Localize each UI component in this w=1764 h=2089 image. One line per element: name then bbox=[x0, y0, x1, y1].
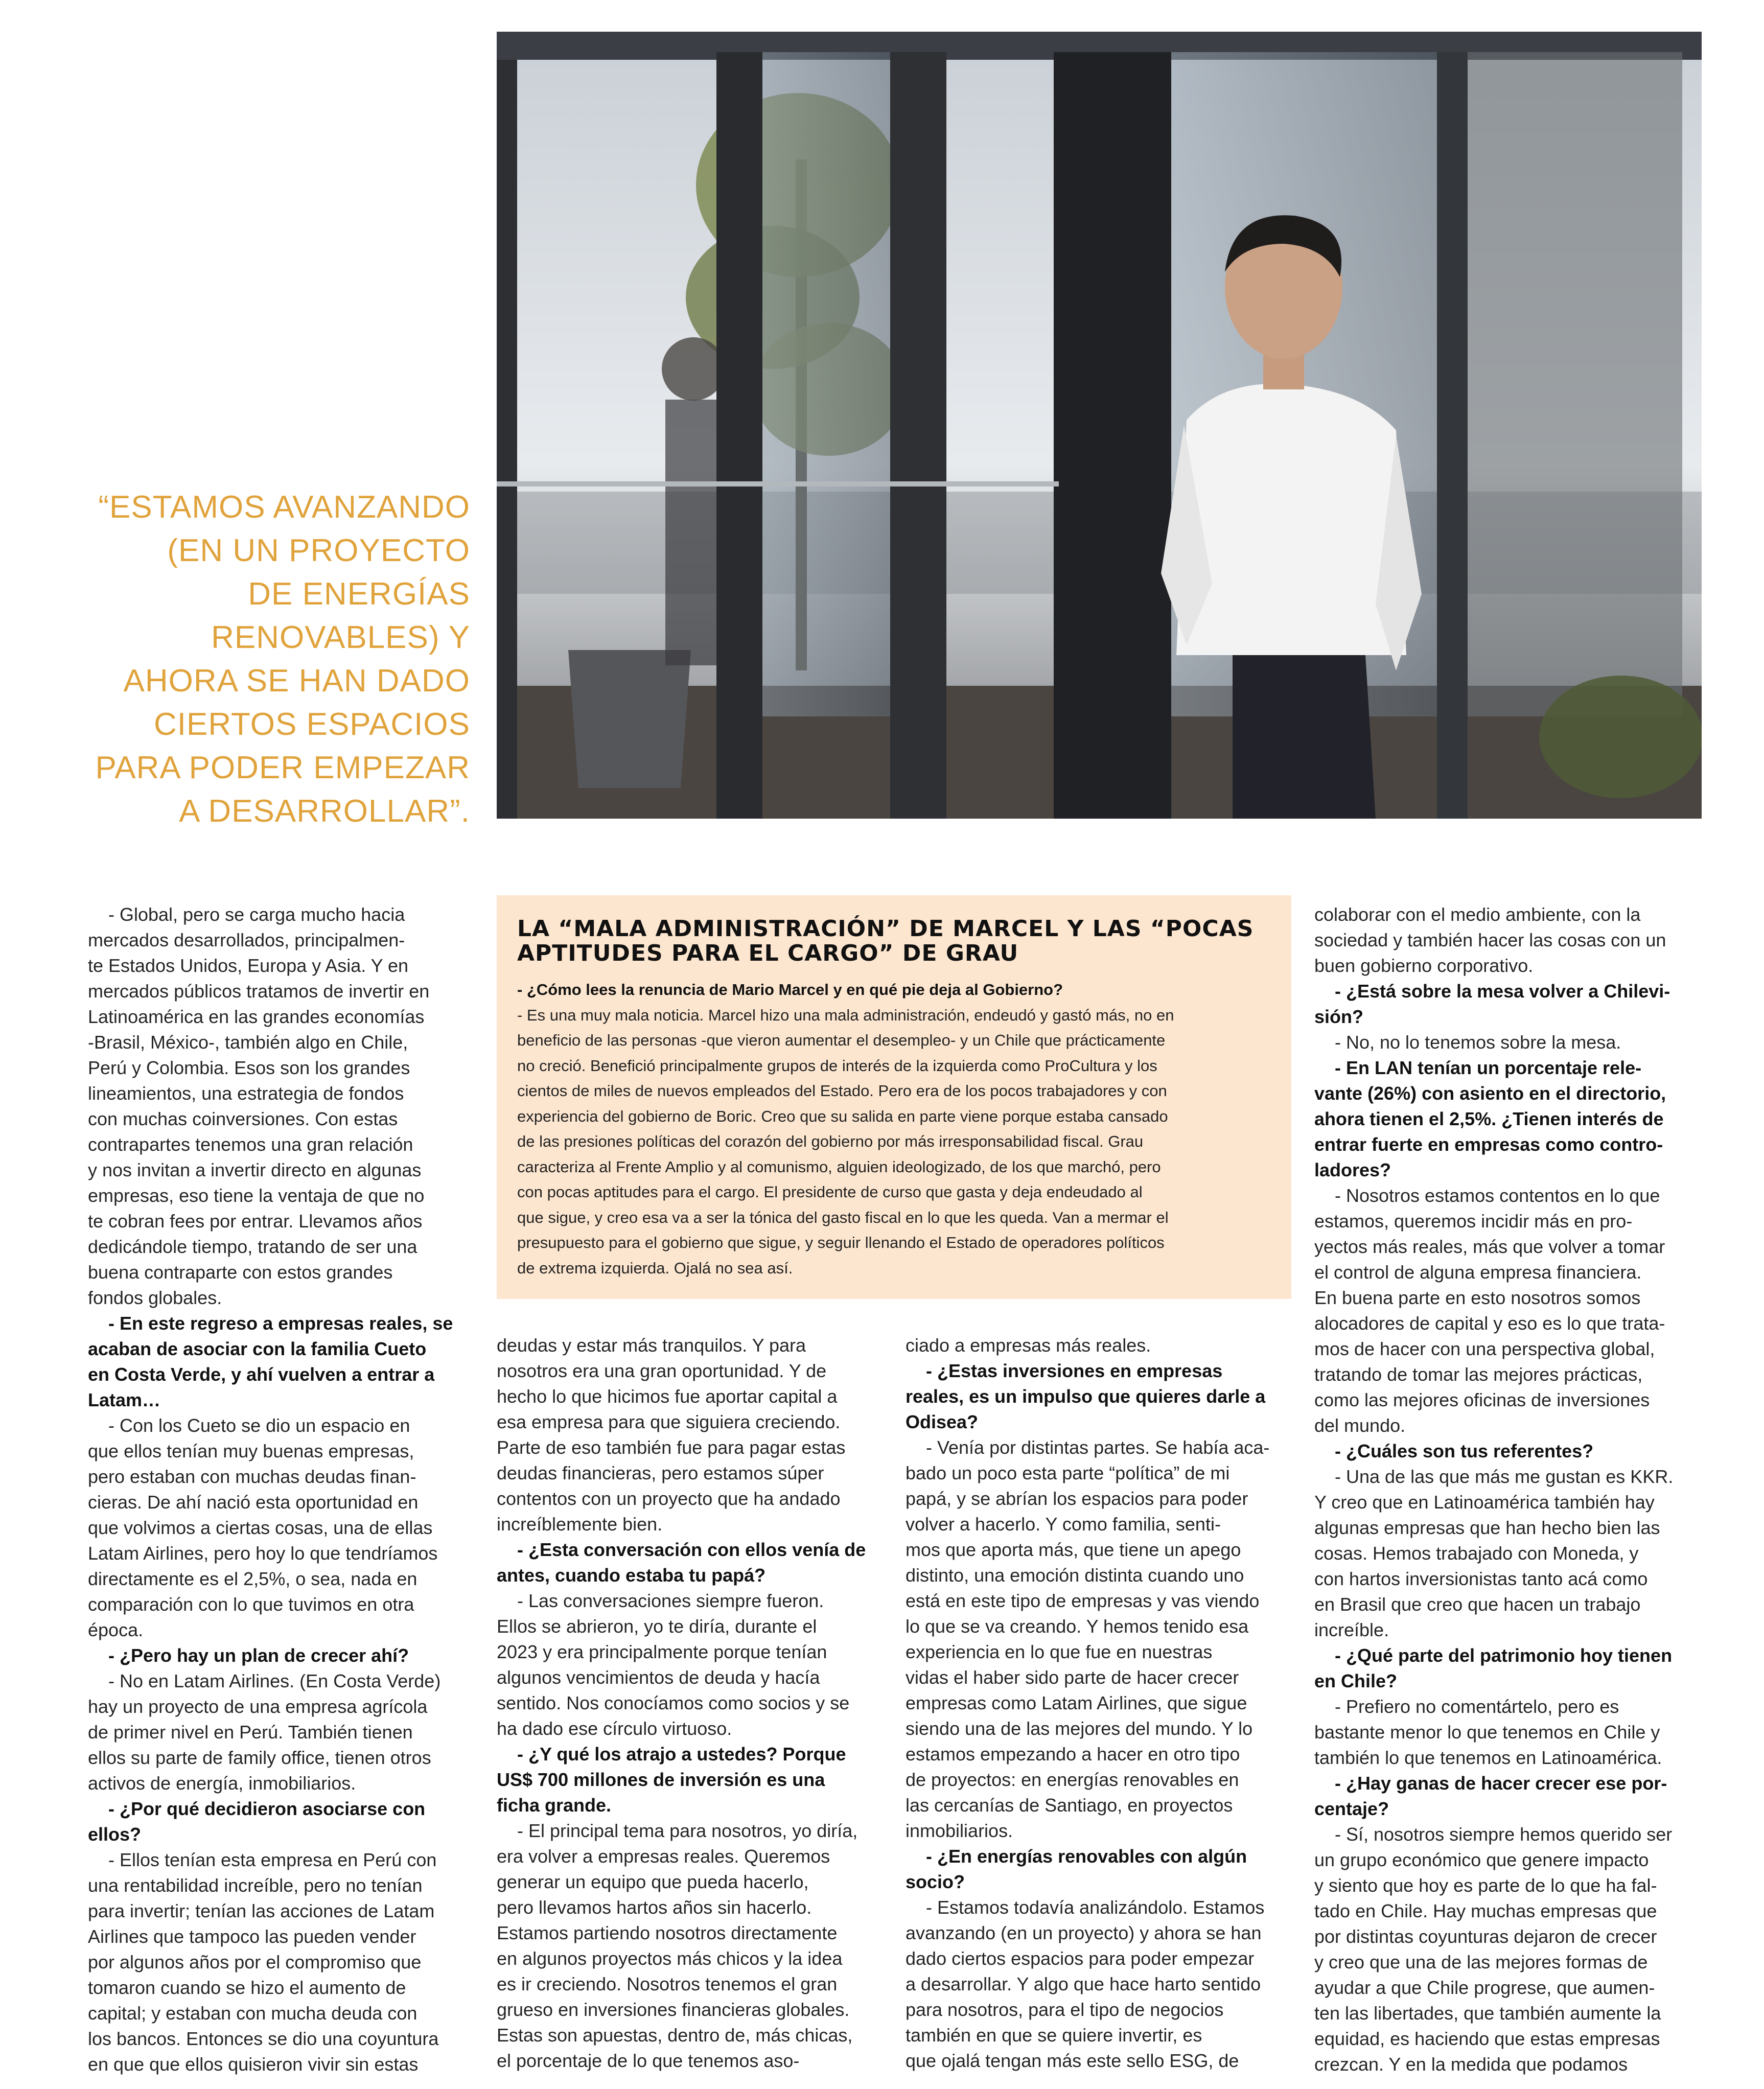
text-line: cieras. De ahí nació esta oportunidad en bbox=[88, 1492, 419, 1513]
question-line: - ¿Cuáles son tus referentes? bbox=[1335, 1441, 1594, 1461]
text-line: Airlines que tampoco las pueden vender bbox=[88, 1926, 416, 1947]
text-line: experiencia en lo que fue en nuestras bbox=[906, 1641, 1213, 1662]
question-line: - ¿Hay ganas de hacer crecer ese por- bbox=[1335, 1773, 1667, 1794]
question-line: - ¿Esta conversación con ellos venía de bbox=[517, 1539, 866, 1560]
text-line: Perú y Colombia. Esos son los grandes bbox=[88, 1057, 410, 1078]
pull-quote-line: (EN UN PROYECTO bbox=[167, 533, 470, 568]
text-line: sociedad y también hacer las cosas con un bbox=[1314, 930, 1666, 950]
question-line: acaban de asociar con la familia Cueto bbox=[88, 1338, 427, 1359]
text-line: increíble. bbox=[1314, 1619, 1389, 1640]
text-line: cosas. Hemos trabajado con Moneda, y bbox=[1314, 1543, 1639, 1564]
pull-quote bbox=[56, 485, 470, 833]
text-line: mercados desarrollados, principalmen- bbox=[88, 930, 405, 950]
text-line: los bancos. Entonces se dio una coyuntura bbox=[88, 2028, 439, 2049]
text-line: y nos invitan a invertir directo en algunas bbox=[88, 1159, 422, 1180]
question-line: - En LAN tenían un porcentaje rele- bbox=[1335, 1057, 1642, 1078]
text-line: buena contraparte con estos grandes bbox=[88, 1262, 393, 1283]
text-line: en Brasil que creo que hacen un trabajo bbox=[1314, 1594, 1641, 1615]
text-line: comparación con lo que tuvimos en otra bbox=[88, 1594, 414, 1615]
sidebar-answer-line: de las presiones políticas del corazón del gobierno por más irresponsabilidad fiscal. Grau bbox=[517, 1132, 1144, 1150]
text-line: empresas como Latam Airlines, que sigue bbox=[906, 1692, 1247, 1713]
text-line: ciado a empresas más reales. bbox=[906, 1335, 1151, 1356]
text-line: fondos globales. bbox=[88, 1287, 222, 1308]
question-line: US$ 700 millones de inversión es una bbox=[497, 1769, 825, 1790]
question-line: Odisea? bbox=[906, 1411, 979, 1432]
text-line: - El principal tema para nosotros, yo diría, bbox=[517, 1820, 858, 1841]
hero-photo bbox=[497, 32, 1702, 819]
text-line: alocadores de capital y eso es lo que trata- bbox=[1314, 1313, 1665, 1334]
text-line: - No, no lo tenemos sobre la mesa. bbox=[1335, 1032, 1621, 1053]
text-line: esa empresa para que siguiera creciendo. bbox=[497, 1411, 841, 1432]
text-line: te cobran fees por entrar. Llevamos años bbox=[88, 1211, 423, 1232]
text-line: y siento que hoy es parte de lo que ha fal- bbox=[1314, 1875, 1657, 1896]
text-line: mercados públicos tratamos de invertir en bbox=[88, 981, 430, 1002]
text-line: empresas, eso tiene la ventaja de que no bbox=[88, 1185, 425, 1206]
text-line: por distintas coyunturas dejaron de crecer bbox=[1314, 1926, 1657, 1947]
sidebar-answer-line: caracteriza al Frente Amplio y al comunismo, alguien ideologizado, de los que marchó, pero bbox=[517, 1157, 1161, 1176]
text-line: de proyectos: en energías renovables en bbox=[906, 1769, 1239, 1790]
sidebar-answer-line: que sigue, y creo esa va a ser la tónica del gasto fiscal en lo que les queda. Van a mermar el bbox=[517, 1208, 1169, 1226]
text-line: que volvimos a ciertas cosas, una de ellas bbox=[88, 1517, 433, 1538]
text-line: equidad, es haciendo que estas empresas bbox=[1314, 2028, 1660, 2049]
text-line: mos que aporta más, que tiene un apego bbox=[906, 1539, 1241, 1560]
text-line: con muchas coinversiones. Con estas bbox=[88, 1108, 398, 1129]
sidebar-answer-line: experiencia del gobierno de Boric. Creo que su salida en parte viene porque estaba cansado bbox=[517, 1107, 1168, 1125]
text-line: vidas el haber sido parte de hacer crecer bbox=[906, 1667, 1239, 1688]
text-line: - Sí, nosotros siempre hemos querido ser bbox=[1335, 1824, 1673, 1845]
question-line: - ¿Y qué los atrajo a ustedes? Porque bbox=[517, 1744, 846, 1765]
text-line: hecho lo que hicimos fue aportar capital a bbox=[497, 1386, 838, 1407]
question-line: antes, cuando estaba tu papá? bbox=[497, 1565, 766, 1586]
pull-quote-line: AHORA SE HAN DADO bbox=[123, 663, 470, 699]
article-column-2 bbox=[497, 1333, 885, 2074]
question-line: - ¿Pero hay un plan de crecer ahí? bbox=[108, 1645, 409, 1666]
text-line: lo que se va creando. Y hemos tenido esa bbox=[906, 1616, 1249, 1637]
article-column-1 bbox=[88, 902, 481, 2077]
text-line: increíblemente bien. bbox=[497, 1514, 663, 1535]
sidebar-answer-line: con pocas aptitudes para el cargo. El presidente de curso que gasta y deja endeudado al bbox=[517, 1183, 1143, 1201]
text-line: también en que se quiere invertir, es bbox=[906, 2025, 1202, 2046]
text-line: nosotros era una gran oportunidad. Y de bbox=[497, 1360, 827, 1381]
text-line: lineamientos, una estrategia de fondos bbox=[88, 1083, 404, 1104]
question-line: ellos? bbox=[88, 1824, 142, 1845]
text-line: una rentabilidad increíble, pero no tenían bbox=[88, 1875, 423, 1896]
text-line: dado ciertos espacios para poder empezar bbox=[906, 1948, 1255, 1969]
text-line: y creo que una de las mejores formas de bbox=[1314, 1952, 1648, 1972]
text-line: tado en Chile. Hay muchas empresas que bbox=[1314, 1900, 1657, 1921]
text-line: pero estaban con muchas deudas finan- bbox=[88, 1466, 416, 1487]
question-line: reales, es un impulso que quieres darle a bbox=[906, 1386, 1266, 1407]
text-line: con hartos inversionistas tanto acá como bbox=[1314, 1568, 1648, 1589]
text-line: - Estamos todavía analizándolo. Estamos bbox=[926, 1897, 1265, 1918]
text-line: deudas financieras, pero estamos súper bbox=[497, 1463, 824, 1483]
question-line: centaje? bbox=[1314, 1798, 1389, 1819]
text-line: - Con los Cueto se dio un espacio en bbox=[108, 1415, 410, 1436]
text-line: directamente es el 2,5%, o sea, nada en bbox=[88, 1568, 417, 1589]
pull-quote-line: RENOVABLES) Y bbox=[211, 620, 470, 655]
text-line: también lo que tenemos en Latinoamérica. bbox=[1314, 1747, 1662, 1768]
text-line: Y creo que en Latinoamérica también hay bbox=[1314, 1492, 1655, 1513]
text-line: que ellos tenían muy buenas empresas, bbox=[88, 1441, 414, 1461]
text-line: el control de alguna empresa financiera. bbox=[1314, 1262, 1642, 1283]
text-line: ayudar a que Chile progrese, que aumen- bbox=[1314, 1977, 1655, 1998]
text-line: te Estados Unidos, Europa y Asia. Y en bbox=[88, 955, 409, 976]
question-line: - ¿Por qué decidieron asociarse con bbox=[108, 1798, 426, 1819]
text-line: - Una de las que más me gustan es KKR. bbox=[1335, 1466, 1674, 1487]
text-line: activos de energía, inmobiliarios. bbox=[88, 1773, 356, 1794]
text-line: volver a hacerlo. Y como familia, senti- bbox=[906, 1514, 1221, 1535]
text-line: - Nosotros estamos contentos en lo que bbox=[1335, 1185, 1660, 1206]
text-line: está en este tipo de empresas y vas viendo bbox=[906, 1590, 1260, 1611]
text-line: estamos, queremos incidir más en pro- bbox=[1314, 1211, 1633, 1232]
question-line: en Costa Verde, y ahí vuelven a entrar a bbox=[88, 1364, 435, 1385]
text-line: bado un poco esta parte “política” de mi bbox=[906, 1463, 1230, 1483]
question-line: ahora tienen el 2,5%. ¿Tienen interés de bbox=[1314, 1108, 1664, 1129]
text-line: capital; y estaban con mucha deuda con bbox=[88, 2003, 417, 2024]
text-line: Estas son apuestas, dentro de, más chicas, bbox=[497, 2025, 853, 2046]
sidebar-title-line: APTITUDES PARA EL CARGO” DE GRAU bbox=[517, 940, 1019, 966]
pull-quote-line: PARA PODER EMPEZAR bbox=[95, 750, 470, 785]
text-line: -Brasil, México-, también algo en Chile, bbox=[88, 1032, 408, 1053]
sidebar-title-line: LA “MALA ADMINISTRACIÓN” DE MARCEL Y LAS “POCAS bbox=[517, 916, 1254, 942]
text-line: mos de hacer con una perspectiva global, bbox=[1314, 1338, 1655, 1359]
question-line: - ¿Qué parte del patrimonio hoy tienen bbox=[1335, 1645, 1673, 1666]
pull-quote-line: “ESTAMOS AVANZANDO bbox=[98, 490, 470, 525]
text-line: es ir creciendo. Nosotros tenemos el gran bbox=[497, 1974, 838, 1994]
sidebar-answer-line: beneficio de las personas -que vieron aumentar el desempleo- y un Chile que prácticamente bbox=[517, 1031, 1166, 1049]
text-line: Latam Airlines, pero hoy lo que tendríamos bbox=[88, 1543, 438, 1564]
text-line: contrapartes tenemos una gran relación bbox=[88, 1134, 413, 1155]
text-line: sentido. Nos conocíamos como socios y se bbox=[497, 1692, 850, 1713]
sidebar-answer-line: cientos de miles de nuevos empleados del Estado. Pero era de los pocos trabajadores y con bbox=[517, 1082, 1167, 1100]
text-line: dedicándole tiempo, tratando de ser una bbox=[88, 1236, 417, 1257]
text-line: el porcentaje de lo que tenemos aso- bbox=[497, 2050, 800, 2071]
text-line: de primer nivel en Perú. También tienen bbox=[88, 1722, 413, 1743]
question-line: vante (26%) con asiento en el directorio, bbox=[1314, 1083, 1666, 1104]
text-line: para nosotros, para el tipo de negocios bbox=[906, 1999, 1224, 2020]
text-line: como las mejores oficinas de inversiones bbox=[1314, 1389, 1650, 1410]
sidebar-box bbox=[497, 895, 1291, 1299]
text-line: estamos empezando a hacer en otro tipo bbox=[906, 1744, 1240, 1765]
text-line: buen gobierno corporativo. bbox=[1314, 955, 1534, 976]
text-line: papá, y se abrían los espacios para poder bbox=[906, 1488, 1248, 1509]
text-line: para invertir; tenían las acciones de Latam bbox=[88, 1900, 435, 1921]
text-line: tratando de tomar las mejores prácticas, bbox=[1314, 1364, 1643, 1385]
portrait-illustration bbox=[497, 32, 1702, 819]
text-line: - Prefiero no comentártelo, pero es bbox=[1335, 1696, 1619, 1717]
text-line: por algunos años por el compromiso que bbox=[88, 1952, 422, 1972]
question-line: socio? bbox=[906, 1871, 965, 1892]
text-line: del mundo. bbox=[1314, 1415, 1406, 1436]
text-line: colaborar con el medio ambiente, con la bbox=[1314, 904, 1641, 925]
text-line: - Global, pero se carga mucho hacia bbox=[108, 904, 405, 925]
question-line: - ¿Estas inversiones en empresas bbox=[926, 1360, 1223, 1381]
question-line: sión? bbox=[1314, 1006, 1363, 1027]
text-line: tomaron cuando se hizo el aumento de bbox=[88, 1977, 406, 1998]
text-line: En buena parte en esto nosotros somos bbox=[1314, 1287, 1641, 1308]
text-line: crezcan. Y en la medida que podamos bbox=[1314, 2054, 1628, 2075]
text-line: distinto, una emoción distinta cuando uno bbox=[906, 1565, 1244, 1586]
sidebar-question: - ¿Cómo lees la renuncia de Mario Marcel y en qué pie deja al Gobierno? bbox=[517, 981, 1063, 999]
text-line: grueso en inversiones financieras globales. bbox=[497, 1999, 850, 2020]
sidebar-body bbox=[517, 977, 1271, 1281]
text-line: algunos vencimientos de deuda y hacía bbox=[497, 1667, 820, 1688]
text-line: que ojalá tengan más este sello ESG, de bbox=[906, 2050, 1239, 2071]
question-line: ficha grande. bbox=[497, 1795, 612, 1816]
article-column-4 bbox=[1314, 902, 1703, 2077]
text-line: ellos su parte de family office, tienen otros bbox=[88, 1747, 431, 1768]
question-line: ladores? bbox=[1314, 1159, 1391, 1180]
sidebar-answer-line: presupuesto para el gobierno que sigue, y seguir llenando el Estado de operadores políticos bbox=[517, 1234, 1165, 1251]
question-line: - ¿En energías renovables con algún bbox=[926, 1846, 1247, 1867]
text-line: bastante menor lo que tenemos en Chile y bbox=[1314, 1722, 1660, 1743]
text-line: - Ellos tenían esta empresa en Perú con bbox=[108, 1849, 437, 1870]
sidebar-title bbox=[517, 917, 1271, 966]
pull-quote-line: A DESARROLLAR”. bbox=[179, 794, 470, 829]
text-line: en que que ellos quisieron vivir sin estas bbox=[88, 2054, 419, 2075]
sidebar-answer-line: - Es una muy mala noticia. Marcel hizo una mala administración, endeudó y gastó más, no en bbox=[517, 1006, 1174, 1024]
text-line: las cercanías de Santiago, en proyectos bbox=[906, 1795, 1233, 1816]
text-line: - Venía por distintas partes. Se había aca- bbox=[926, 1437, 1270, 1458]
pull-quote-line: DE ENERGÍAS bbox=[248, 576, 470, 612]
text-line: siendo una de las mejores del mundo. Y lo bbox=[906, 1718, 1253, 1739]
text-line: contentos con un proyecto que ha andado bbox=[497, 1488, 841, 1509]
text-line: hay un proyecto de una empresa agrícola bbox=[88, 1696, 428, 1717]
text-line: Parte de eso también fue para pagar estas bbox=[497, 1437, 846, 1458]
text-line: un grupo económico que genere impacto bbox=[1314, 1849, 1649, 1870]
text-line: algunas empresas que han hecho bien las bbox=[1314, 1517, 1660, 1538]
text-line: en algunos proyectos más chicos y la idea bbox=[497, 1948, 843, 1969]
text-line: pero llevamos hartos años sin hacerlo. bbox=[497, 1897, 812, 1918]
text-line: Latinoamérica en las grandes economías bbox=[88, 1006, 425, 1027]
question-line: entrar fuerte en empresas como contro- bbox=[1314, 1134, 1663, 1155]
text-line: a desarrollar. Y algo que hace harto sentido bbox=[906, 1974, 1261, 1994]
text-line: ha dado ese círculo virtuoso. bbox=[497, 1718, 732, 1739]
text-line: - Las conversaciones siempre fueron. bbox=[517, 1590, 824, 1611]
article-column-3 bbox=[906, 1333, 1294, 2074]
text-line: Ellos se abrieron, yo te diría, durante el bbox=[497, 1616, 817, 1637]
text-line: generar un equipo que pueda hacerlo, bbox=[497, 1871, 809, 1892]
text-line: deudas y estar más tranquilos. Y para bbox=[497, 1335, 806, 1356]
text-line: - No en Latam Airlines. (En Costa Verde) bbox=[108, 1670, 441, 1691]
text-line: 2023 y era principalmente porque tenían bbox=[497, 1641, 827, 1662]
sidebar-answer-line: no creció. Benefició principalmente grupos de interés de la izquierda como ProCultura y los bbox=[517, 1056, 1157, 1075]
text-line: avanzando (en un proyecto) y ahora se han bbox=[906, 1922, 1262, 1943]
text-line: era volver a empresas reales. Queremos bbox=[497, 1846, 830, 1867]
question-line: Latam… bbox=[88, 1389, 161, 1410]
sidebar-answer-line: de extrema izquierda. Ojalá no sea así. bbox=[517, 1259, 793, 1277]
text-line: ten las libertades, que también aumente la bbox=[1314, 2003, 1661, 2024]
text-line: Estamos partiendo nosotros directamente bbox=[497, 1922, 838, 1943]
text-line: yectos más reales, más que volver a tomar bbox=[1314, 1236, 1665, 1257]
text-line: inmobiliarios. bbox=[906, 1820, 1013, 1841]
question-line: - En este regreso a empresas reales, se bbox=[108, 1313, 453, 1334]
pull-quote-line: CIERTOS ESPACIOS bbox=[154, 707, 470, 742]
text-line: época. bbox=[88, 1619, 144, 1640]
question-line: en Chile? bbox=[1314, 1670, 1398, 1691]
question-line: - ¿Está sobre la mesa volver a Chilevi- bbox=[1335, 981, 1670, 1002]
